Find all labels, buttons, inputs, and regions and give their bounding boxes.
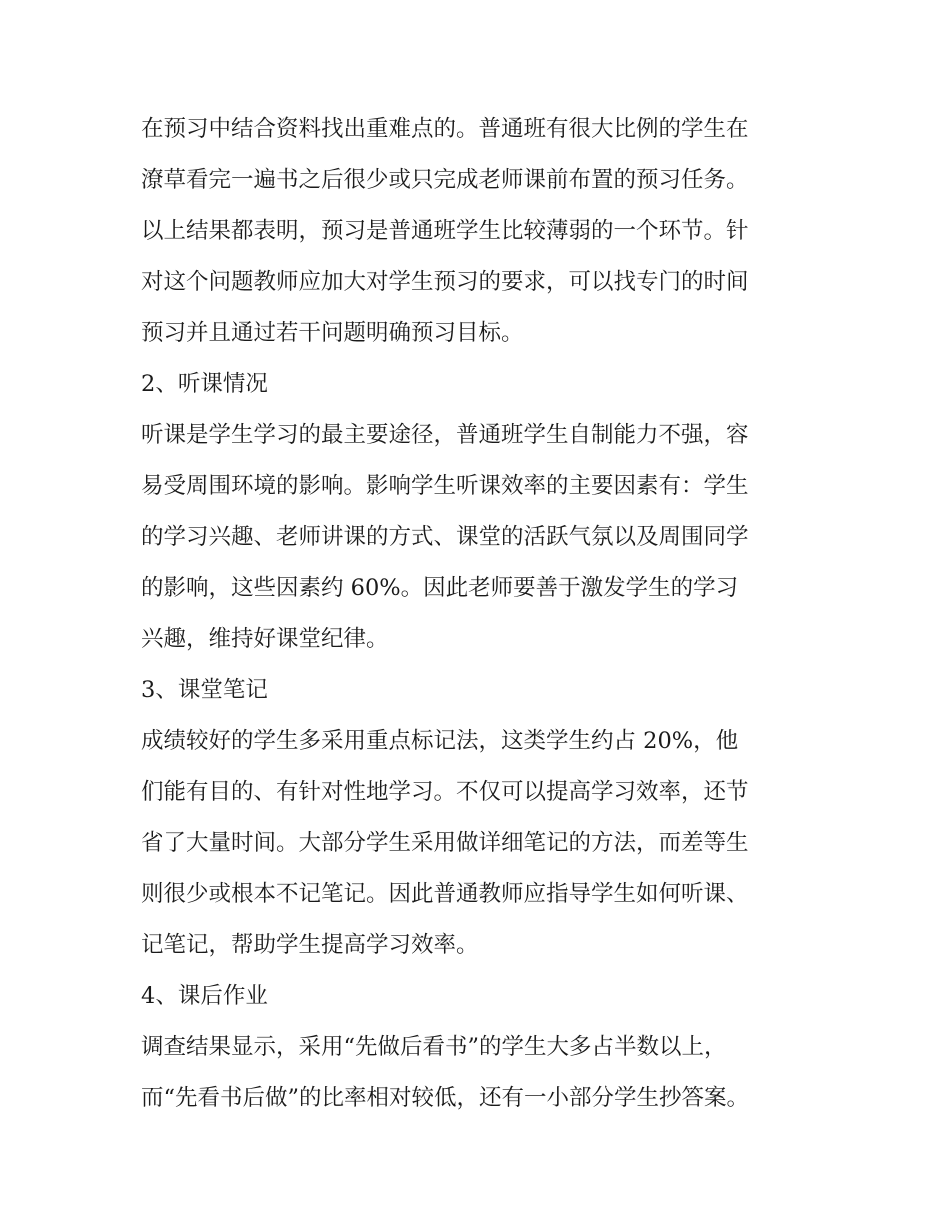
paragraph-listening [141, 410, 821, 665]
text-line: 兴趣，维持好课堂纪律。 [141, 626, 389, 652]
paragraph-notes [141, 716, 821, 971]
section-heading-homework: 4、课后作业 [141, 983, 268, 1009]
text-line: 的影响，这些因素约 60%。因此老师要善于激发学生的学习 [141, 575, 739, 601]
text-line: 则很少或根本不记笔记。因此普通教师应指导学生如何听课、 [141, 881, 749, 907]
text-line: 省了大量时间。大部分学生采用做详细笔记的方法，而差等生 [141, 830, 749, 856]
text-line: 预习并且通过若干问题明确预习目标。 [141, 320, 524, 346]
text-line: 听课是学生学习的最主要途径，普通班学生自制能力不强，容 [141, 422, 749, 448]
text-line: 成绩较好的学生多采用重点标记法，这类学生约占 20%，他 [141, 728, 739, 754]
text-line: 在预习中结合资料找出重难点的。普通班有很大比例的学生在 [141, 116, 749, 142]
text-line: 调查结果显示，采用“先做后看书”的学生大多占半数以上， [141, 1034, 727, 1060]
text-line: 对这个问题教师应加大对学生预习的要求，可以找专门的时间 [141, 269, 749, 295]
section-heading-listening: 2、听课情况 [141, 371, 268, 397]
text-line: 而“先看书后做”的比率相对较低，还有一小部分学生抄答案。 [141, 1085, 750, 1111]
text-line: 易受周围环境的影响。影响学生听课效率的主要因素有：学生 [141, 473, 749, 499]
text-line: 的学习兴趣、老师讲课的方式、课堂的活跃气氛以及周围同学 [141, 524, 749, 550]
paragraph-preview-summary [141, 104, 821, 359]
text-line: 以上结果都表明，预习是普通班学生比较薄弱的一个环节。针 [141, 218, 749, 244]
section-heading-notes: 3、课堂笔记 [141, 677, 268, 703]
document-body [141, 104, 821, 1124]
text-line: 记笔记，帮助学生提高学习效率。 [141, 932, 479, 958]
text-line: 潦草看完一遍书之后很少或只完成老师课前布置的预习任务。 [141, 167, 749, 193]
paragraph-homework [141, 1022, 821, 1124]
text-line: 们能有目的、有针对性地学习。不仅可以提高学习效率，还节 [141, 779, 749, 805]
